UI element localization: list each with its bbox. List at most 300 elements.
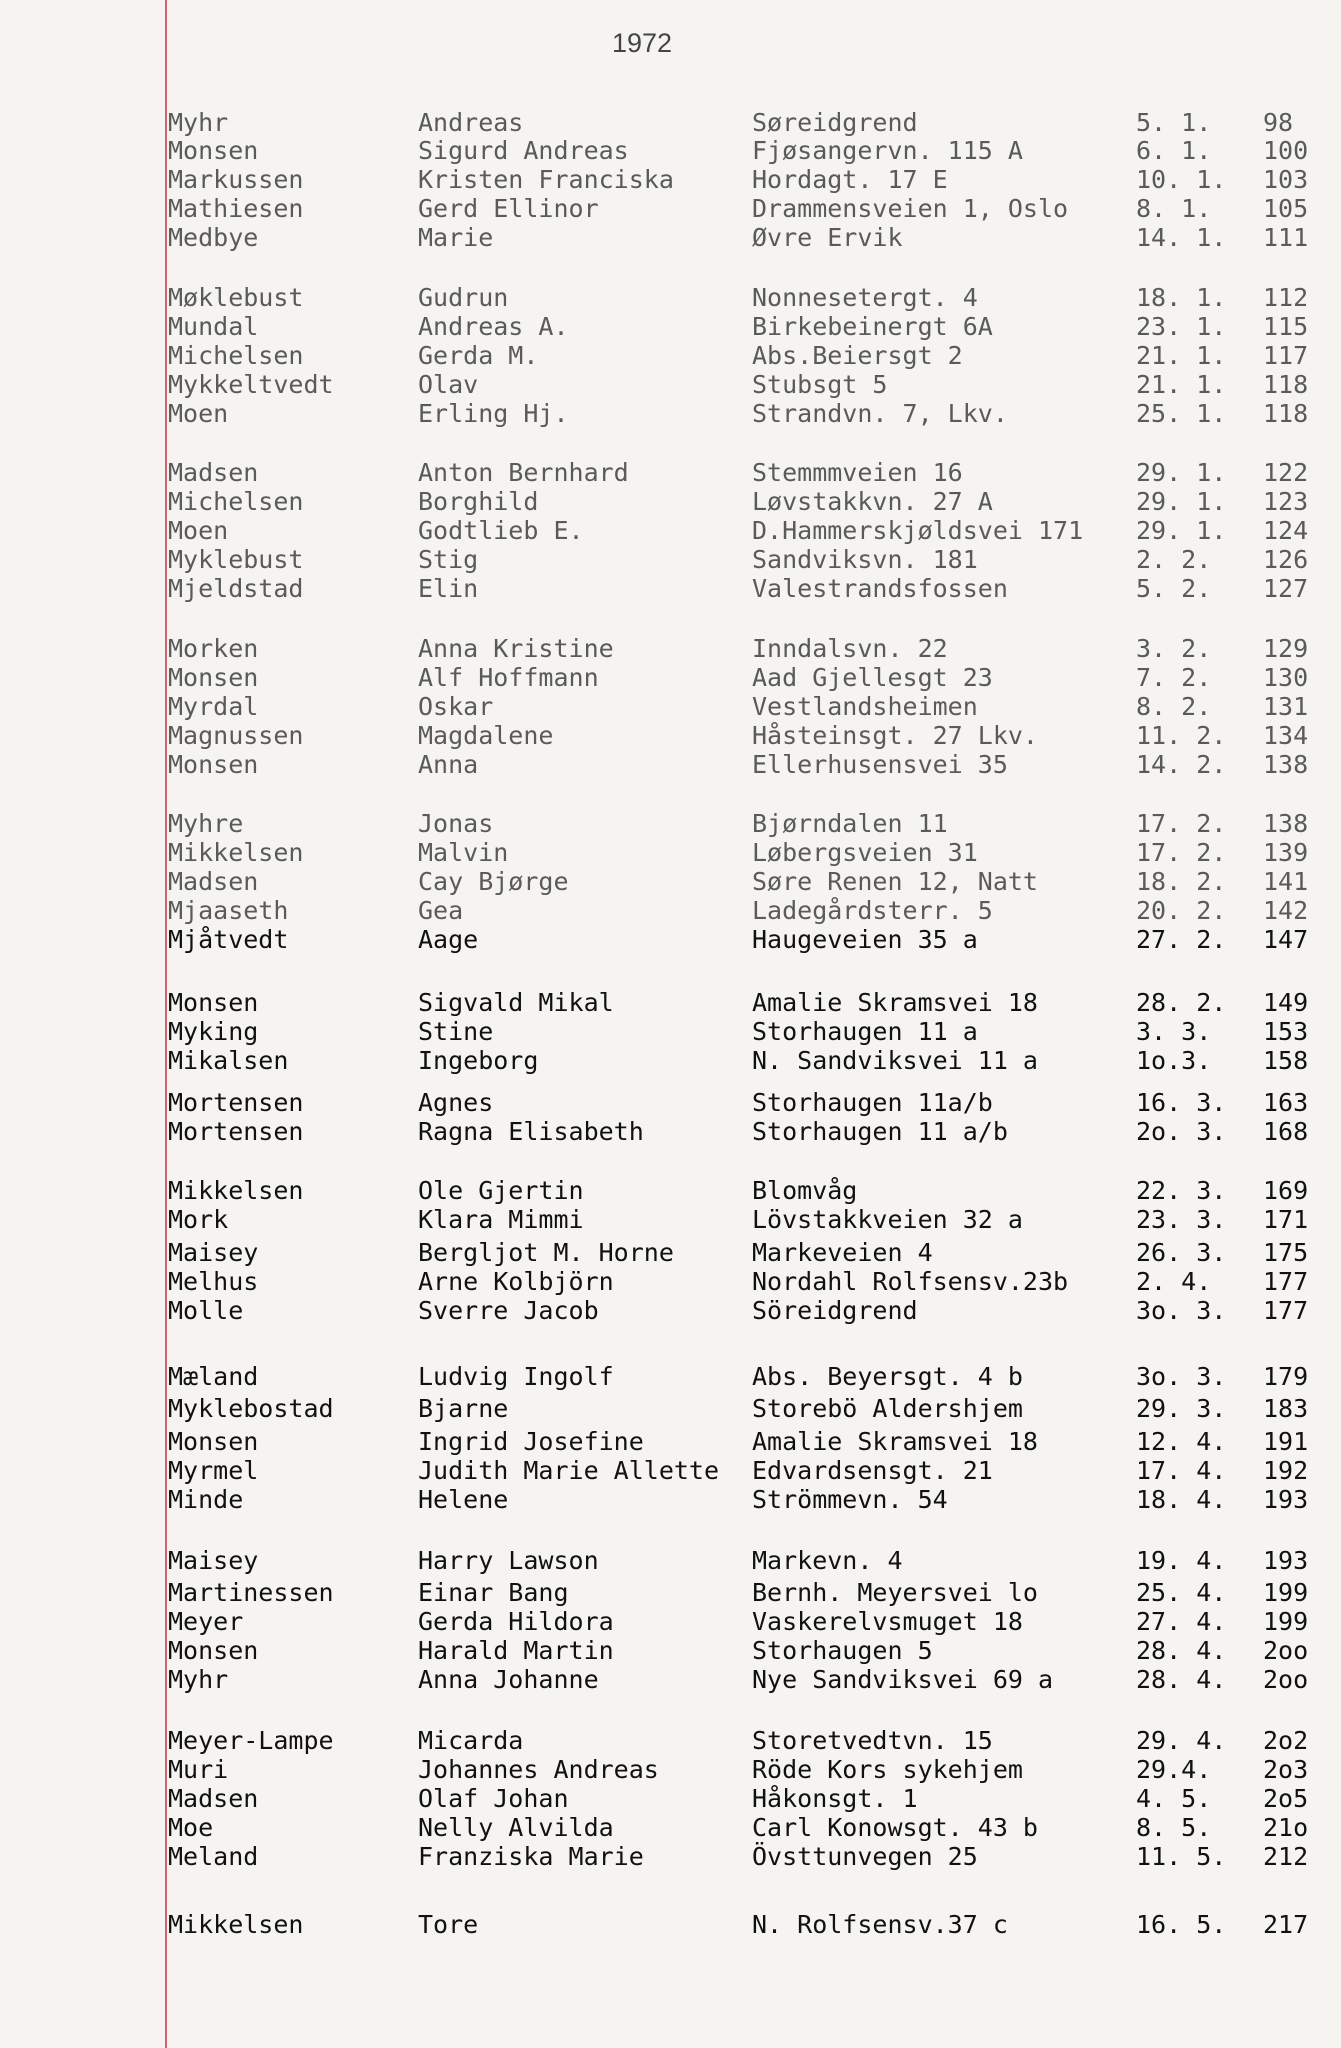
entry-surname: Monsen [168, 1427, 259, 1456]
entry-given-name: Judith Marie Allette [418, 1456, 720, 1485]
entry-number: 118 [1263, 370, 1309, 399]
entry-given-name: Bergljot M. Horne [418, 1238, 674, 1267]
entry-given-name: Klara Mimmi [418, 1205, 584, 1234]
list-item [0, 692, 1341, 722]
entry-date: 5. 2. [1136, 574, 1212, 603]
list-item [0, 925, 1341, 955]
entry-number: 2o5 [1263, 1784, 1309, 1813]
entry-surname: Madsen [168, 458, 259, 487]
entry-given-name: Malvin [418, 838, 509, 867]
entry-number: 98 [1263, 108, 1294, 137]
entry-surname: Møklebust [168, 283, 304, 312]
entry-address: D.Hammerskjøldsvei 171 [752, 516, 1084, 545]
entry-address: Strömmevn. 54 [752, 1485, 948, 1514]
list-item [0, 341, 1341, 371]
entry-date: 2. 4. [1136, 1267, 1212, 1296]
list-item [0, 1117, 1341, 1147]
entry-date: 12. 4. [1136, 1427, 1227, 1456]
entry-address: Ellerhusensvei 35 [752, 750, 1008, 779]
entry-given-name: Jonas [418, 809, 494, 838]
list-item [0, 1726, 1341, 1756]
entry-number: 2o2 [1263, 1726, 1309, 1755]
list-item [0, 1607, 1341, 1637]
entry-surname: Monsen [168, 663, 259, 692]
entry-number: 183 [1263, 1394, 1309, 1423]
entry-number: 179 [1263, 1362, 1309, 1391]
entry-date: 3o. 3. [1136, 1296, 1227, 1325]
entry-number: 193 [1263, 1485, 1309, 1514]
list-item [0, 1485, 1341, 1515]
entry-address: Håsteinsgt. 27 Lkv. [752, 721, 1038, 750]
entry-number: 105 [1263, 194, 1309, 223]
entry-given-name: Agnes [418, 1088, 494, 1117]
entry-number: 134 [1263, 721, 1309, 750]
entry-date: 16. 3. [1136, 1088, 1227, 1117]
entry-date: 21. 1. [1136, 370, 1227, 399]
entry-number: 118 [1263, 399, 1309, 428]
entry-given-name: Gudrun [418, 283, 509, 312]
entry-date: 27. 2. [1136, 925, 1227, 954]
entry-date: 29. 3. [1136, 1394, 1227, 1423]
list-item [0, 1296, 1341, 1326]
entry-given-name: Andreas [418, 108, 524, 137]
entry-date: 21. 1. [1136, 341, 1227, 370]
entry-date: 8. 1. [1136, 194, 1212, 223]
entry-date: 29. 1. [1136, 516, 1227, 545]
entry-number: 100 [1263, 136, 1309, 165]
entry-given-name: Nelly Alvilda [418, 1813, 614, 1842]
entry-address: Övsttunvegen 25 [752, 1842, 978, 1871]
entry-date: 2o. 3. [1136, 1117, 1227, 1146]
entry-given-name: Olav [418, 370, 479, 399]
entry-address: Håkonsgt. 1 [752, 1784, 918, 1813]
list-item [0, 487, 1341, 517]
entry-given-name: Harry Lawson [418, 1546, 599, 1575]
entry-date: 8. 2. [1136, 692, 1212, 721]
entry-number: 111 [1263, 223, 1309, 252]
entry-surname: Magnussen [168, 721, 304, 750]
list-item [0, 896, 1341, 926]
entry-date: 29. 4. [1136, 1726, 1227, 1755]
entry-date: 8. 5. [1136, 1813, 1212, 1842]
entry-surname: Michelsen [168, 341, 304, 370]
entry-address: Fjøsangervn. 115 A [752, 136, 1023, 165]
entry-given-name: Micarda [418, 1726, 524, 1755]
entry-address: Birkebeinergt 6A [752, 312, 993, 341]
list-item [0, 1362, 1341, 1392]
entry-given-name: Bjarne [418, 1394, 509, 1423]
entry-date: 2. 2. [1136, 545, 1212, 574]
entry-number: 123 [1263, 487, 1309, 516]
entry-surname: Myhr [168, 1665, 229, 1694]
list-item [0, 1176, 1341, 1206]
entry-given-name: Erling Hj. [418, 399, 569, 428]
list-item [0, 283, 1341, 313]
entry-date: 3o. 3. [1136, 1362, 1227, 1391]
entry-address: Storebö Aldershjem [752, 1394, 1023, 1423]
list-item [0, 1578, 1341, 1608]
entry-given-name: Stig [418, 545, 479, 574]
entry-date: 29.4. [1136, 1755, 1212, 1784]
entry-surname: Mikkelsen [168, 838, 304, 867]
entry-number: 199 [1263, 1578, 1309, 1607]
list-item [0, 1456, 1341, 1486]
entry-address: Valestrandsfossen [752, 574, 1008, 603]
entry-number: 149 [1263, 988, 1309, 1017]
entry-date: 7. 2. [1136, 663, 1212, 692]
entry-date: 17. 2. [1136, 809, 1227, 838]
entry-date: 14. 2. [1136, 750, 1227, 779]
list-item [0, 194, 1341, 224]
entry-number: 168 [1263, 1117, 1309, 1146]
list-item [0, 1910, 1341, 1940]
entry-surname: Mork [168, 1205, 229, 1234]
entry-surname: Michelsen [168, 487, 304, 516]
entry-address: Storhaugen 11 a [752, 1017, 978, 1046]
entry-date: 19. 4. [1136, 1546, 1227, 1575]
entry-given-name: Elin [418, 574, 479, 603]
list-item [0, 1046, 1341, 1076]
entry-surname: Madsen [168, 1784, 259, 1813]
entry-date: 17. 2. [1136, 838, 1227, 867]
entry-given-name: Ingrid Josefine [418, 1427, 644, 1456]
entry-address: Abs.Beiersgt 2 [752, 341, 963, 370]
entry-surname: Molle [168, 1296, 244, 1325]
list-item [0, 663, 1341, 693]
entry-date: 26. 3. [1136, 1238, 1227, 1267]
entry-surname: Mundal [168, 312, 259, 341]
entry-surname: Myking [168, 1017, 259, 1046]
entry-given-name: Sigvald Mikal [418, 988, 614, 1017]
entry-surname: Mikkelsen [168, 1176, 304, 1205]
entry-given-name: Sigurd Andreas [418, 136, 629, 165]
entry-number: 217 [1263, 1910, 1309, 1939]
entry-date: 14. 1. [1136, 223, 1227, 252]
entry-surname: Monsen [168, 988, 259, 1017]
entry-date: 5. 1. [1136, 108, 1212, 137]
entry-given-name: Kristen Franciska [418, 165, 674, 194]
entry-number: 122 [1263, 458, 1309, 487]
entry-address: Amalie Skramsvei 18 [752, 1427, 1038, 1456]
list-item [0, 516, 1341, 546]
entry-given-name: Gerd Ellinor [418, 194, 599, 223]
entry-address: Markevn. 4 [752, 1546, 903, 1575]
list-item [0, 1665, 1341, 1695]
entry-surname: Myklebust [168, 545, 304, 574]
entry-surname: Myhre [168, 809, 244, 838]
entry-address: Stubsgt 5 [752, 370, 888, 399]
entry-number: 191 [1263, 1427, 1309, 1456]
entry-address: Edvardsensgt. 21 [752, 1456, 993, 1485]
entry-surname: Meyer [168, 1607, 244, 1636]
entry-number: 131 [1263, 692, 1309, 721]
entry-number: 138 [1263, 809, 1309, 838]
entry-given-name: Alf Hoffmann [418, 663, 599, 692]
list-item [0, 750, 1341, 780]
entry-given-name: Cay Bjørge [418, 867, 569, 896]
list-item [0, 867, 1341, 897]
entry-date: 29. 1. [1136, 487, 1227, 516]
entry-number: 124 [1263, 516, 1309, 545]
entry-surname: Melhus [168, 1267, 259, 1296]
entry-surname: Myhr [168, 108, 229, 137]
entry-number: 158 [1263, 1046, 1309, 1075]
page-year: 1972 [612, 28, 673, 58]
entry-address: Søre Renen 12, Natt [752, 867, 1038, 896]
entry-number: 21o [1263, 1813, 1309, 1842]
list-item [0, 399, 1341, 429]
list-item [0, 1427, 1341, 1457]
list-item [0, 1636, 1341, 1666]
list-item [0, 988, 1341, 1018]
entry-number: 130 [1263, 663, 1309, 692]
entry-surname: Monsen [168, 1636, 259, 1665]
entry-surname: Mjåtvedt [168, 925, 289, 954]
entry-given-name: Godtlieb E. [418, 516, 584, 545]
entry-given-name: Marie [418, 223, 494, 252]
entry-date: 11. 2. [1136, 721, 1227, 750]
entry-given-name: Magdalene [418, 721, 554, 750]
entry-given-name: Oskar [418, 692, 494, 721]
list-item [0, 458, 1341, 488]
entry-date: 23. 1. [1136, 312, 1227, 341]
entry-address: Markeveien 4 [752, 1238, 933, 1267]
entry-address: Storhaugen 5 [752, 1636, 933, 1665]
entry-number: 171 [1263, 1205, 1309, 1234]
entry-surname: Monsen [168, 750, 259, 779]
entry-given-name: Ludvig Ingolf [418, 1362, 614, 1391]
entry-surname: Mathiesen [168, 194, 304, 223]
entry-surname: Markussen [168, 165, 304, 194]
list-item [0, 312, 1341, 342]
entry-date: 18. 4. [1136, 1485, 1227, 1514]
entry-given-name: Tore [418, 1910, 479, 1939]
entry-date: 1o.3. [1136, 1046, 1212, 1075]
entry-address: Amalie Skramsvei 18 [752, 988, 1038, 1017]
entry-address: Bjørndalen 11 [752, 809, 948, 838]
entry-number: 117 [1263, 341, 1309, 370]
entry-address: N. Sandviksvei 11 a [752, 1046, 1038, 1075]
entry-number: 103 [1263, 165, 1309, 194]
entry-surname: Mjaaseth [168, 896, 289, 925]
entry-date: 3. 3. [1136, 1017, 1212, 1046]
entry-given-name: Anna [418, 750, 479, 779]
list-item [0, 545, 1341, 575]
list-item [0, 721, 1341, 751]
entry-date: 6. 1. [1136, 136, 1212, 165]
entry-number: 193 [1263, 1546, 1309, 1575]
list-item [0, 108, 1341, 138]
entry-address: Haugeveien 35 a [752, 925, 978, 954]
entry-address: Vestlandsheimen [752, 692, 978, 721]
entry-surname: Myrdal [168, 692, 259, 721]
entry-date: 28. 4. [1136, 1665, 1227, 1694]
entry-address: Blomvåg [752, 1176, 858, 1205]
list-item [0, 1267, 1341, 1297]
entry-address: Carl Konowsgt. 43 b [752, 1813, 1038, 1842]
list-item [0, 1842, 1341, 1872]
list-item [0, 634, 1341, 664]
entry-number: 2o3 [1263, 1755, 1309, 1784]
entry-date: 28. 2. [1136, 988, 1227, 1017]
entry-surname: Myklebostad [168, 1394, 334, 1423]
entry-given-name: Anna Kristine [418, 634, 614, 663]
list-item [0, 1088, 1341, 1118]
entry-date: 17. 4. [1136, 1456, 1227, 1485]
list-item [0, 574, 1341, 604]
entry-surname: Moen [168, 516, 229, 545]
entry-address: Øvre Ervik [752, 223, 903, 252]
entry-address: Storhaugen 11a/b [752, 1088, 993, 1117]
entry-address: Aad Gjellesgt 23 [752, 663, 993, 692]
entry-address: Hordagt. 17 E [752, 165, 948, 194]
entry-date: 10. 1. [1136, 165, 1227, 194]
entry-surname: Moen [168, 399, 229, 428]
list-item [0, 1205, 1341, 1235]
entry-address: Röde Kors sykehjem [752, 1755, 1023, 1784]
list-item [0, 1813, 1341, 1843]
entry-number: 175 [1263, 1238, 1309, 1267]
list-item [0, 1238, 1341, 1268]
entry-given-name: Aage [418, 925, 479, 954]
entry-address: Nye Sandviksvei 69 a [752, 1665, 1054, 1694]
entry-surname: Mikkelsen [168, 1910, 304, 1939]
entry-surname: Minde [168, 1485, 244, 1514]
entry-number: 212 [1263, 1842, 1309, 1871]
list-item [0, 809, 1341, 839]
entry-date: 25. 1. [1136, 399, 1227, 428]
entry-surname: Medbye [168, 223, 259, 252]
entry-number: 199 [1263, 1607, 1309, 1636]
entry-surname: Meland [168, 1842, 259, 1871]
entry-surname: Maisey [168, 1546, 259, 1575]
entry-number: 112 [1263, 283, 1309, 312]
entry-given-name: Einar Bang [418, 1578, 569, 1607]
list-item [0, 1546, 1341, 1576]
entry-date: 27. 4. [1136, 1607, 1227, 1636]
list-item [0, 136, 1341, 166]
entry-surname: Madsen [168, 867, 259, 896]
entry-given-name: Ole Gjertin [418, 1176, 584, 1205]
list-item [0, 838, 1341, 868]
entry-given-name: Anna Johanne [418, 1665, 599, 1694]
entry-number: 115 [1263, 312, 1309, 341]
entry-given-name: Gerda Hildora [418, 1607, 614, 1636]
entry-number: 141 [1263, 867, 1309, 896]
entry-given-name: Harald Martin [418, 1636, 614, 1665]
entry-given-name: Anton Bernhard [418, 458, 629, 487]
entry-address: Vaskerelvsmuget 18 [752, 1607, 1023, 1636]
entry-given-name: Johannes Andreas [418, 1755, 659, 1784]
entry-address: Strandvn. 7, Lkv. [752, 399, 1008, 428]
entry-address: Inndalsvn. 22 [752, 634, 948, 663]
entry-given-name: Andreas A. [418, 312, 569, 341]
entry-surname: Mjeldstad [168, 574, 304, 603]
entry-given-name: Sverre Jacob [418, 1296, 599, 1325]
entry-date: 3. 2. [1136, 634, 1212, 663]
entry-given-name: Olaf Johan [418, 1784, 569, 1813]
entry-surname: Myrmel [168, 1456, 259, 1485]
entry-surname: Mæland [168, 1362, 259, 1391]
entry-number: 169 [1263, 1176, 1309, 1205]
entry-number: 127 [1263, 574, 1309, 603]
entry-number: 139 [1263, 838, 1309, 867]
list-item [0, 1784, 1341, 1814]
entry-address: Sandviksvn. 181 [752, 545, 978, 574]
entry-given-name: Gea [418, 896, 464, 925]
list-item [0, 370, 1341, 400]
entry-given-name: Arne Kolbjörn [418, 1267, 614, 1296]
list-item [0, 1017, 1341, 1047]
entry-given-name: Gerda M. [418, 341, 539, 370]
entry-address: Söreidgrend [752, 1296, 918, 1325]
entry-address: Løvstakkvn. 27 A [752, 487, 993, 516]
entry-number: 153 [1263, 1017, 1309, 1046]
entry-date: 22. 3. [1136, 1176, 1227, 1205]
entry-address: Drammensveien 1, Oslo [752, 194, 1069, 223]
entry-address: Storetvedtvn. 15 [752, 1726, 993, 1755]
list-item [0, 1394, 1341, 1424]
entry-given-name: Helene [418, 1485, 509, 1514]
entry-surname: Meyer-Lampe [168, 1726, 334, 1755]
entry-address: Nordahl Rolfsensv.23b [752, 1267, 1069, 1296]
entry-given-name: Ingeborg [418, 1046, 539, 1075]
entry-surname: Monsen [168, 136, 259, 165]
entry-date: 25. 4. [1136, 1578, 1227, 1607]
entry-number: 142 [1263, 896, 1309, 925]
entry-surname: Mortensen [168, 1088, 304, 1117]
entry-date: 23. 3. [1136, 1205, 1227, 1234]
entry-address: Søreidgrend [752, 108, 918, 137]
entry-address: N. Rolfsensv.37 c [752, 1910, 1008, 1939]
entry-number: 2oo [1263, 1636, 1309, 1665]
list-item [0, 1755, 1341, 1785]
entry-date: 16. 5. [1136, 1910, 1227, 1939]
entry-address: Løbergsveien 31 [752, 838, 978, 867]
entry-number: 147 [1263, 925, 1309, 954]
entry-address: Lövstakkveien 32 a [752, 1205, 1023, 1234]
entry-given-name: Ragna Elisabeth [418, 1117, 644, 1146]
entry-date: 28. 4. [1136, 1636, 1227, 1665]
entry-given-name: Stine [418, 1017, 494, 1046]
entry-number: 177 [1263, 1296, 1309, 1325]
entry-address: Abs. Beyersgt. 4 b [752, 1362, 1023, 1391]
entry-surname: Maisey [168, 1238, 259, 1267]
entry-date: 4. 5. [1136, 1784, 1212, 1813]
entry-address: Ladegårdsterr. 5 [752, 896, 993, 925]
entry-address: Bernh. Meyersvei lo [752, 1578, 1038, 1607]
entry-surname: Moe [168, 1813, 214, 1842]
entry-date: 11. 5. [1136, 1842, 1227, 1871]
entry-date: 29. 1. [1136, 458, 1227, 487]
list-item [0, 165, 1341, 195]
entry-given-name: Borghild [418, 487, 539, 516]
entry-surname: Mikalsen [168, 1046, 289, 1075]
entry-surname: Mortensen [168, 1117, 304, 1146]
entry-address: Stemmmveien 16 [752, 458, 963, 487]
entry-number: 163 [1263, 1088, 1309, 1117]
list-item [0, 223, 1341, 253]
entry-given-name: Franziska Marie [418, 1842, 644, 1871]
entry-date: 18. 1. [1136, 283, 1227, 312]
entry-surname: Mykkeltvedt [168, 370, 334, 399]
entry-surname: Muri [168, 1755, 229, 1784]
entry-address: Storhaugen 11 a/b [752, 1117, 1008, 1146]
entry-date: 18. 2. [1136, 867, 1227, 896]
entry-address: Nonnesetergt. 4 [752, 283, 978, 312]
entry-surname: Martinessen [168, 1578, 334, 1607]
entry-number: 126 [1263, 545, 1309, 574]
